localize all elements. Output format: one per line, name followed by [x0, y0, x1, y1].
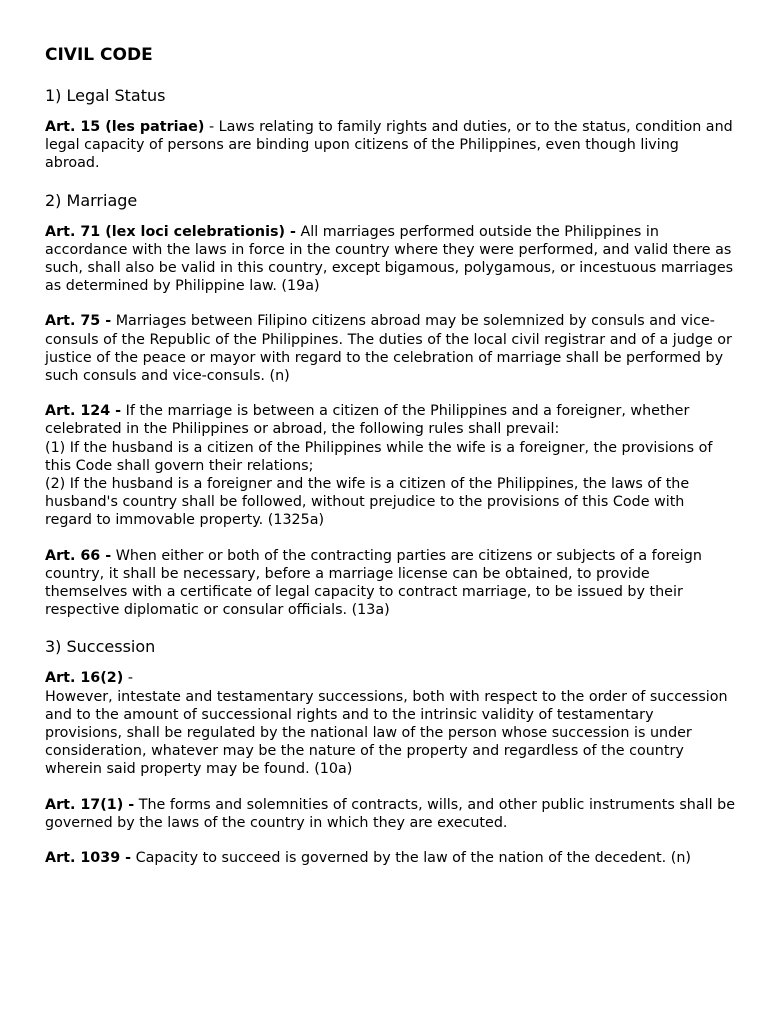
article-text: All marriages performed outside the Philippines in accordance with the laws in force in the country where they were performed, and valid there as such, shall also be valid in this country, except bigamous, polygamous, or incestuous marriages as determined by Philippine law. (19a): [45, 223, 734, 295]
article-label: Art. 1039 -: [45, 850, 132, 867]
article-line: (2) If the husband is a foreigner and the wife is a citizen of the Philippines, the laws of the husband's country shall be followed, without prejudice to the provisions of this Code with regard to immovable property. (1325a): [45, 476, 690, 529]
document-page: [45, 44, 735, 884]
article-text: Capacity to succeed is governed by the law of the nation of the decedent. (n): [135, 850, 691, 867]
document-title: CIVIL CODE: [45, 45, 153, 65]
article-paragraph: [45, 849, 735, 867]
article-paragraph: [45, 312, 735, 385]
article-separator: -: [204, 119, 219, 135]
article-label: Art. 16(2): [45, 670, 124, 687]
article-label: Art. 15 (les patriae): [45, 119, 205, 135]
article-paragraph: [45, 547, 735, 620]
article-text: If the marriage is between a citizen of the Philippines and a foreigner, whether celebrated in the Philippines or abroad, the following rules shall prevail:: [45, 403, 690, 438]
article-paragraph: [45, 402, 735, 529]
sections-container: [45, 85, 735, 867]
article-line: However, intestate and testamentary successions, both with respect to the order of succession and to the amount of successional rights and to the intrinsic validity of testamentary provisions, shall be regulated by the national law of the person whose succession is under consideration, whatever may be the nature of the property and regardless of the country wherein said property may be found. (10a): [45, 688, 728, 778]
section-heading: 1) Legal Status: [45, 86, 166, 105]
article-paragraph: [45, 118, 735, 173]
article-separator: -: [123, 670, 133, 687]
article-label: Art. 71 (lex loci celebrationis) -: [45, 223, 296, 240]
article-label: Art. 66 -: [45, 547, 112, 564]
article-text: The forms and solemnities of contracts, wills, and other public instruments shall be governed by the laws of the country in which they are executed.: [45, 796, 735, 831]
article-text: Marriages between Filipino citizens abroad may be solemnized by consuls and vice-consuls of the Republic of the Philippines. The duties of the local civil registrar and of a judge or justice of the peace or mayor with regard to the celebration of marriage shall be performed by such consuls and vice-consuls. (n): [45, 313, 732, 385]
section-heading: 2) Marriage: [45, 190, 138, 210]
article-label: Art. 17(1) -: [45, 796, 135, 813]
article-label: Art. 124 -: [45, 403, 122, 420]
article-label: Art. 75 -: [45, 313, 112, 330]
section-heading: 3) Succession: [45, 637, 156, 657]
article-paragraph: [45, 796, 735, 832]
article-line: (1) If the husband is a citizen of the Philippines while the wife is a foreigner, the provisions of this Code shall govern their relations;: [45, 439, 713, 474]
article-paragraph: [45, 669, 735, 778]
article-paragraph: [45, 223, 735, 296]
article-text: Laws relating to family rights and duties, or to the status, condition and legal capacity of persons are binding upon citizens of the Philippines, even though living abroad.: [45, 119, 733, 172]
article-text: When either or both of the contracting parties are citizens or subjects of a foreign country, it shall be necessary, before a marriage license can be obtained, to provide themselves with a certificate of legal capacity to contract marriage, to be issued by their respective diplomatic or consular officials. (13a): [45, 547, 702, 619]
